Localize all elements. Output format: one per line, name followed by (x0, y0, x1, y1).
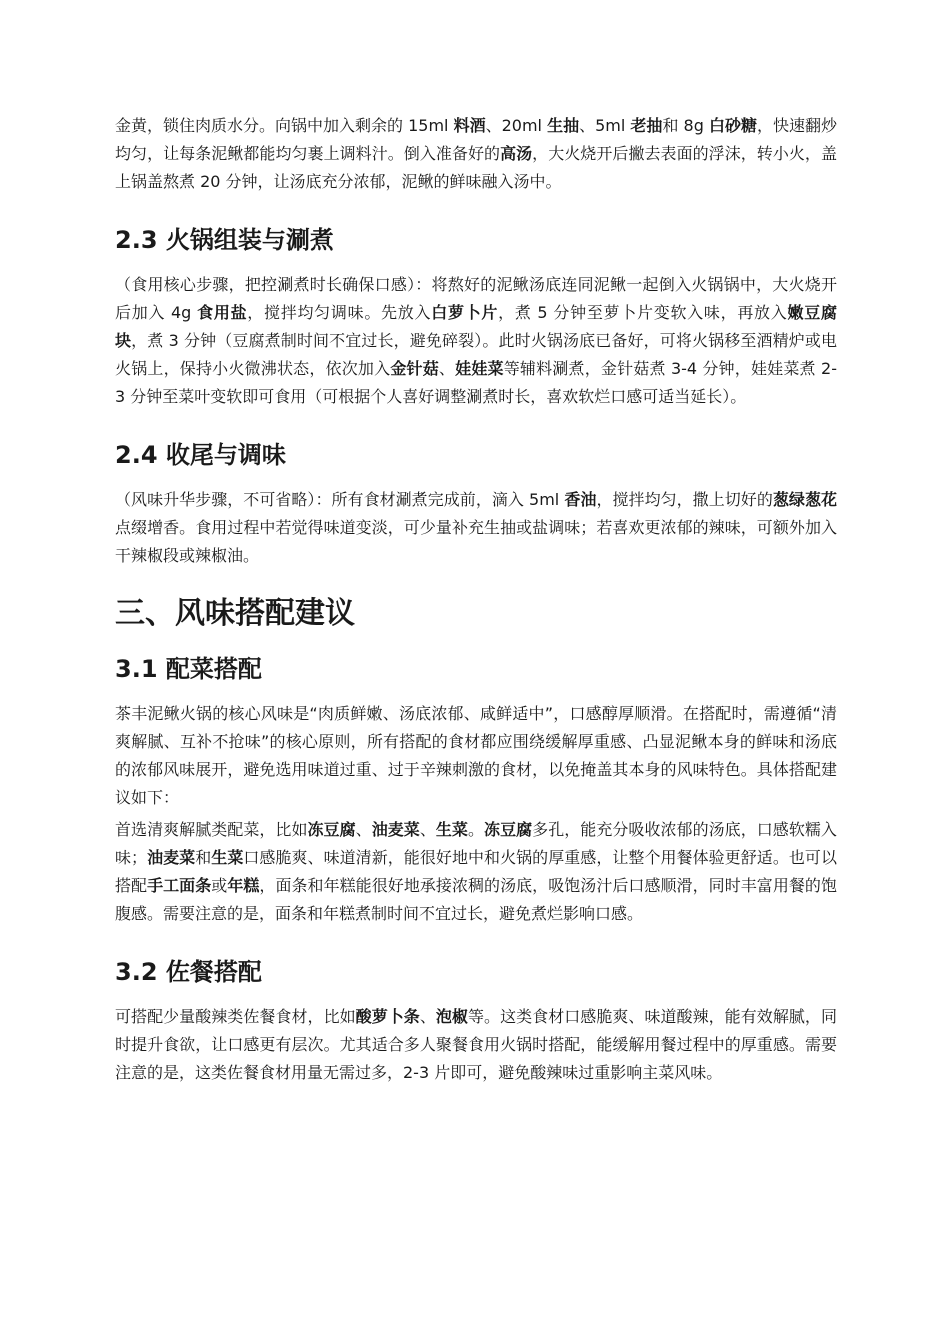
paragraph-hotpot-assembly: （食用核心步骤，把控涮煮时长确保口感）：将熬好的泥鳅汤底连同泥鳅一起倒入火锅锅中，大火烧开后加入 4g 食用盐，搅拌均匀调味。先放入白萝卜片，煮 5 分钟至萝卜片变软入味，再放入嫩豆腐块，煮 3 分钟（豆腐煮制时间不宜过长，避免碎裂）。此时火锅汤底已备好，可将火锅移至酒精炉或电火锅上，保持小火微沸状态，依次加入金针菇、娃娃菜等辅料涮煮，金针菇煮 3-4 分钟，娃娃菜煮 2-3 分钟至菜叶变软即可食用（可根据个人喜好调整涮煮时长，喜欢软烂口感可适当延长）。 (115, 275, 837, 406)
bold-ingredient: 嫩豆腐块 (115, 303, 837, 350)
bold-ingredient: 冻豆腐 (307, 820, 356, 839)
paragraph-flavor-principle: 茶丰泥鳅火锅的核心风味是“肉质鲜嫩、汤底浓郁、咸鲜适中”，口感醇厚顺滑。在搭配时，需遵循“清爽解腻、互补不抢味”的核心原则，所有搭配的食材都应围绕缓解厚重感、凸显泥鳅本身的鲜味和汤底的浓郁风味展开，避免选用味道过重、过于辛辣刺激的食材，以免掩盖其本身的风味特色。具体搭配建议如下： (115, 704, 837, 807)
bold-ingredient: 白砂糖 (708, 116, 757, 135)
bold-ingredient: 香油 (564, 490, 597, 509)
bold-ingredient: 高汤 (500, 144, 533, 163)
bold-ingredient: 白萝卜片 (431, 303, 499, 322)
heading-2-3: 2.3 火锅组装与涮煮 (115, 226, 334, 254)
bold-ingredient: 老抽 (630, 116, 663, 135)
bold-ingredient: 酸萝卜条 (355, 1007, 420, 1026)
paragraph-condiments: 可搭配少量酸辣类佐餐食材，比如酸萝卜条、泡椒等。这类食材口感脆爽、味道酸辣，能有效解腻，同时提升食欲，让口感更有层次。尤其适合多人聚餐食用火锅时搭配，能缓解用餐过程中的厚重感。需要注意的是，这类佐餐食材用量无需过多，2-3 片即可，避免酸辣味过重影响主菜风味。 (115, 1007, 837, 1082)
bold-ingredient: 手工面条 (147, 876, 212, 895)
bold-ingredient: 冻豆腐 (484, 820, 533, 839)
paragraph-finishing: （风味升华步骤，不可省略）：所有食材涮煮完成前，滴入 5ml 香油，搅拌均匀，撒上切好的葱绿葱花点缀增香。食用过程中若觉得味道变淡，可少量补充生抽或盐调味；若喜欢更浓郁的辣味，可额外加入干辣椒段或辣椒油。 (115, 490, 837, 565)
heading-3-2: 3.2 佐餐搭配 (115, 958, 262, 986)
document-page (115, 112, 837, 1087)
heading-3-1: 3.1 配菜搭配 (115, 655, 262, 683)
bold-ingredient: 生菜 (211, 848, 244, 867)
heading-section-3: 三、风味搭配建议 (115, 596, 355, 631)
bold-ingredient: 泡椒 (435, 1007, 468, 1026)
bold-ingredient: 食用盐 (197, 303, 248, 322)
bold-ingredient: 金针菇 (390, 359, 439, 378)
bold-ingredient: 娃娃菜 (455, 359, 504, 378)
bold-ingredient: 生抽 (547, 116, 580, 135)
bold-ingredient: 油麦菜 (371, 820, 420, 839)
bold-ingredient: 油麦菜 (147, 848, 196, 867)
paragraph-simmer-soup: 金黄，锁住肉质水分。向锅中加入剩余的 15ml 料酒、20ml 生抽、5ml 老抽和 8g 白砂糖，快速翻炒均匀，让每条泥鳅都能均匀裹上调料汁。倒入准备好的高汤，大火烧开后撇去表面的浮沫，转小火，盖上锅盖熬煮 20 分钟，让汤底充分浓郁，泥鳅的鲜味融入汤中。 (115, 116, 837, 191)
heading-2-4: 2.4 收尾与调味 (115, 441, 286, 469)
bold-ingredient: 年糕 (227, 876, 260, 895)
bold-ingredient: 生菜 (435, 820, 468, 839)
paragraph-side-dishes: 首选清爽解腻类配菜，比如冻豆腐、油麦菜、生菜。冻豆腐多孔，能充分吸收浓郁的汤底，口感软糯入味；油麦菜和生菜口感脆爽、味道清新，能很好地中和火锅的厚重感，让整个用餐体验更舒适。也可以搭配手工面条或年糕，面条和年糕能很好地承接浓稠的汤底，吸饱汤汁后口感顺滑，同时丰富用餐的饱腹感。需要注意的是，面条和年糕煮制时间不宜过长，避免煮烂影响口感。 (115, 820, 837, 923)
bold-ingredient: 葱绿葱花 (772, 490, 837, 509)
bold-ingredient: 料酒 (453, 116, 486, 135)
